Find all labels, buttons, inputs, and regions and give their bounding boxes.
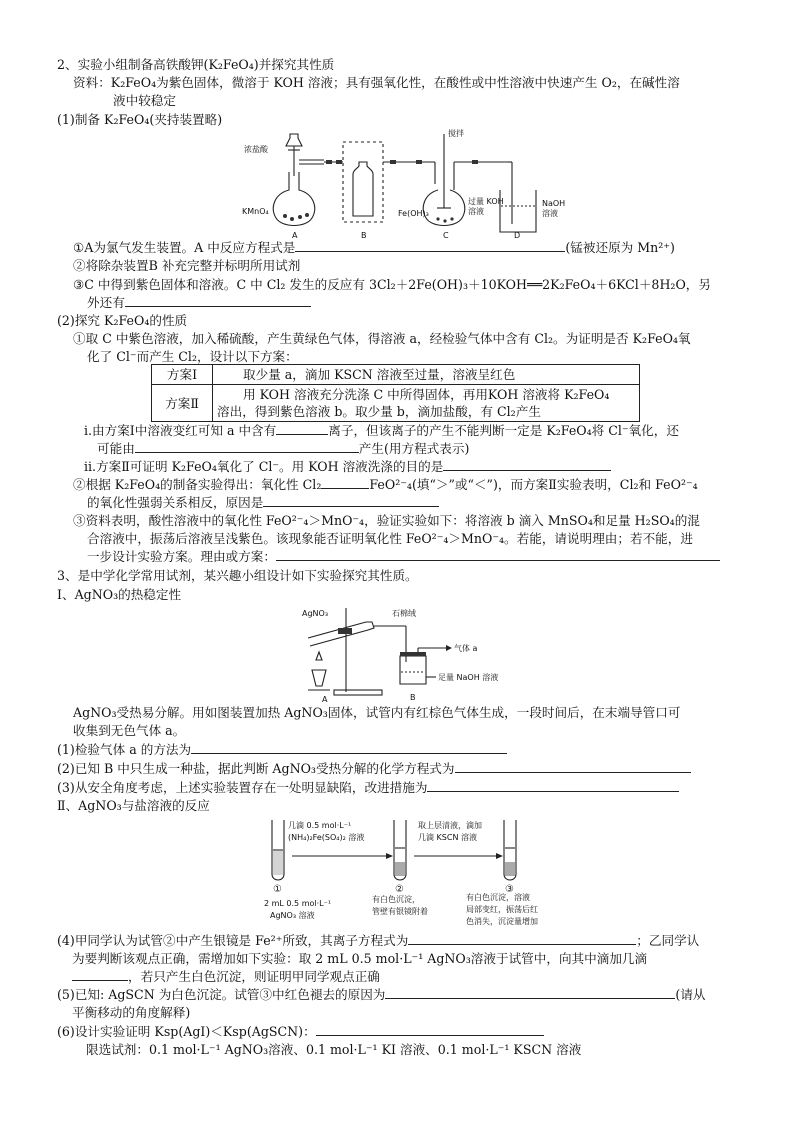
q2-part2-heading: (2)探究 K₂FeO₄的性质 (57, 313, 188, 328)
answer-blank[interactable] (263, 494, 439, 507)
label-t3c: 色消失，沉淀量增加 (466, 917, 538, 926)
label-t2a: 有白色沉淀， (372, 895, 420, 904)
answer-blank[interactable] (191, 741, 507, 754)
answer-blank[interactable] (72, 968, 128, 981)
q3-section2: Ⅱ、AgNO₃与盐溶液的反应 (57, 798, 210, 813)
round-flask (273, 172, 314, 226)
q2-title: 2、实验小组制备高铁酸钾(K₂FeO₄)并探究其性质 (57, 57, 335, 72)
q2-info-line1: 资料：K₂FeO₄为紫色固体，微溶于 KOH 溶液；具有强氧化性，在酸性或中性溶液中快速产生 O₂，在碱性溶 (73, 75, 680, 90)
q2-part1-heading: (1)制备 K₂FeO₄(夹持装置略) (57, 112, 223, 127)
empty-bottle (353, 162, 373, 216)
answer-blank[interactable] (427, 779, 679, 792)
label-naoh-2: 溶液 (542, 209, 558, 218)
answer-blank[interactable] (443, 458, 611, 471)
q2-2-i-line1: ⅰ.由方案Ⅰ中溶液变红可知 a 中含有 离子，但该离子的产生不能判断一定是 K₂FeO₄将 Cl⁻氧化，还 (84, 423, 679, 438)
q3-4-line2: 为要判断该观点正确，需增加如下实验：取 2 mL 0.5 mol·L⁻¹ AgNO₃溶液于试管中，向其中滴加几滴 (72, 951, 648, 966)
label-add2a: 取上层清液，滴加 (418, 821, 482, 830)
label-koh-1: 过量 KOH (468, 197, 504, 206)
q3-4-line1: (4)甲同学认为试管②中产生银镜是 Fe²⁺所致，其离子方程式为 ；乙同学认 (57, 933, 700, 948)
answer-blank[interactable] (276, 548, 720, 561)
label-t3a: 有白色沉淀，溶液 (466, 893, 530, 902)
burner (312, 670, 326, 686)
label-conc-hcl: 浓盐酸 (244, 145, 268, 154)
label-a2: A (322, 695, 328, 704)
label-c: C (443, 231, 449, 240)
apparatus-figure-1 (240, 124, 600, 242)
label-b2: B (410, 693, 416, 702)
funnel-shape (286, 134, 302, 146)
label-t2b: 管壁有银镜附着 (372, 907, 428, 916)
q3-intro-line1: AgNO₃受热易分解。用如图装置加热 AgNO₃固体，试管内有红棕色气体生成，一段时间后，在末端导管口可 (73, 705, 681, 720)
answer-blank[interactable] (455, 760, 691, 773)
label-naoh-1: NaOH (542, 199, 566, 208)
q2-1-b: ②将除杂装置B 补充完整并标明所用试剂 (73, 258, 301, 273)
label-gas-a: 气体 a (454, 644, 478, 653)
dashed-box-b (343, 142, 383, 222)
answer-blank[interactable] (125, 294, 311, 307)
q2-2-c-line2: 合溶液中，振荡后溶液呈浅紫色。该现象能否证明氧化性 FeO²⁻₄＞MnO⁻₄。若能，请说明理由；若不能，进 (87, 531, 693, 546)
plan2-text: 用 KOH 溶液充分洗涤 C 中所得固体，再用KOH 溶液将 K₂FeO₄ 溶出，得到紫色溶液 b。取少量 b，滴加盐酸，有 Cl₂产生 (213, 385, 640, 422)
q2-2-b-line2: 的氧化性强弱关系相反，原因是 (87, 494, 439, 511)
label-t1b: AgNO₃ 溶液 (270, 911, 315, 920)
q3-title: 3、是中学化学常用试剂，某兴趣小组设计如下实验探究其性质。 (57, 568, 418, 583)
q2-2-c-line1: ③资料表明，酸性溶液中的氧化性 FeO²⁻₄＞MnO⁻₄，验证实验如下：将溶液 b 滴入 MnSO₄和足量 H₂SO₄的混 (73, 513, 700, 528)
label-koh-2: 溶液 (468, 207, 484, 216)
q2-1-a: ①A为氯气发生装置。A 中反应方程式是 (锰被还原为 Mn²⁺) (73, 240, 675, 255)
label-t3b: 局部变红，振荡后红 (466, 905, 538, 914)
q2-2-ii: ⅱ.方案Ⅱ可证明 K₂FeO₄氧化了 Cl⁻。用 KOH 溶液洗涤的目的是 (84, 458, 611, 475)
label-stir: 搅拌 (448, 129, 464, 138)
label-a: A (292, 231, 298, 240)
label-n3: ③ (505, 884, 514, 895)
label-agno3: AgNO₃ (302, 609, 329, 618)
label-d: D (514, 231, 521, 240)
plan2-name: 方案Ⅱ (152, 385, 213, 422)
table-row (152, 385, 640, 422)
label-kmno4: KMnO₄ (242, 207, 269, 216)
answer-blank[interactable] (276, 422, 328, 435)
answer-blank[interactable] (321, 476, 369, 489)
q2-2-a-line2: 化了 Cl⁻而产生 Cl₂，设计以下方案： (87, 349, 298, 364)
label-n1: ① (273, 884, 282, 895)
label-t1a: 2 mL 0.5 mol·L⁻¹ (264, 899, 332, 908)
bottle-b (400, 656, 426, 684)
q2-1-c-line1: ③C 中得到紫色固体和溶液。C 中 Cl₂ 发生的反应有 3Cl₂＋2Fe(OH)₃＋10KOH══2K₂FeO₄＋6KCl＋8H₂O，另 (73, 277, 711, 292)
answer-blank[interactable] (316, 1023, 544, 1036)
plan-table (151, 364, 640, 422)
label-b: B (361, 231, 367, 240)
plan1-text: 取少量 a，滴加 KSCN 溶液至过量，溶液呈红色 (213, 365, 640, 385)
q3-section1: Ⅰ、AgNO₃的热稳定性 (57, 587, 182, 602)
q3-6-reagents: 限选试剂：0.1 mol·L⁻¹ AgNO₃溶液、0.1 mol·L⁻¹ KI 溶液、0.1 mol·L⁻¹ KSCN 溶液 (86, 1042, 582, 1057)
label-add1a: 几滴 0.5 mol·L⁻¹ (288, 821, 352, 830)
answer-blank[interactable] (135, 440, 359, 453)
q3-3: (3)从安全角度考虑，上述实验装置存在一处明显缺陷，改进措施为 (57, 779, 679, 796)
q3-6: (6)设计实验证明 Ksp(AgI)＜Ksp(AgSCN)： (57, 1023, 544, 1040)
q2-2-i-line2: 可能由 产生(用方程式表示) (97, 441, 470, 456)
q2-2-c-line3: 一步设计实验方案。理由或方案： (87, 548, 720, 565)
label-n2: ② (395, 884, 404, 895)
label-add2b: 几滴 KSCN 溶液 (418, 833, 477, 842)
q3-5-line1: (5)已知: AgSCN 为白色沉淀。试管③中红色褪去的原因为 (请从 (57, 987, 706, 1002)
q2-1-c-line2: 外还有 (87, 294, 311, 311)
q2-2-b-line1: ②根据 K₂FeO₄的制备实验得出：氧化性 Cl₂ FeO²⁻₄(填“＞”或“＜”)，而方案Ⅱ实验表明，Cl₂和 FeO²⁻₄ (73, 477, 698, 492)
label-feoh3: Fe(OH)₃ (398, 209, 429, 218)
q3-2: (2)已知 B 中只生成一种盐，据此判断 AgNO₃受热分解的化学方程式为 (57, 760, 691, 777)
beaker-d (500, 190, 536, 232)
label-asbestos: 石棉绒 (392, 609, 416, 618)
q3-4-line3: ，若只产生白色沉淀，则证明甲同学观点正确 (72, 968, 380, 985)
q3-5-line2: 平衡移动的角度解释) (72, 1005, 191, 1020)
q3-1: (1)检验气体 a 的方法为 (57, 741, 507, 758)
answer-blank[interactable] (408, 932, 636, 945)
q2-2-a-line1: ①取 C 中紫色溶液，加入稀硫酸，产生黄绿色气体，得溶液 a，经检验气体中含有 Cl₂。为证明是否 K₂FeO₄氧 (73, 331, 691, 346)
label-naoh: 足量 NaOH 溶液 (438, 673, 499, 682)
label-add1b: (NH₄)₂Fe(SO₄)₂ 溶液 (288, 833, 365, 842)
test-tube-figure (262, 814, 582, 934)
table-row (152, 365, 640, 385)
apparatus-figure-2 (296, 604, 536, 704)
q3-intro-line2: 收集到无色气体 a。 (73, 723, 186, 738)
q2-info-line2: 液中较稳定 (113, 93, 176, 108)
plan1-name: 方案Ⅰ (152, 365, 213, 385)
answer-blank[interactable] (295, 239, 565, 252)
answer-blank[interactable] (385, 986, 675, 999)
